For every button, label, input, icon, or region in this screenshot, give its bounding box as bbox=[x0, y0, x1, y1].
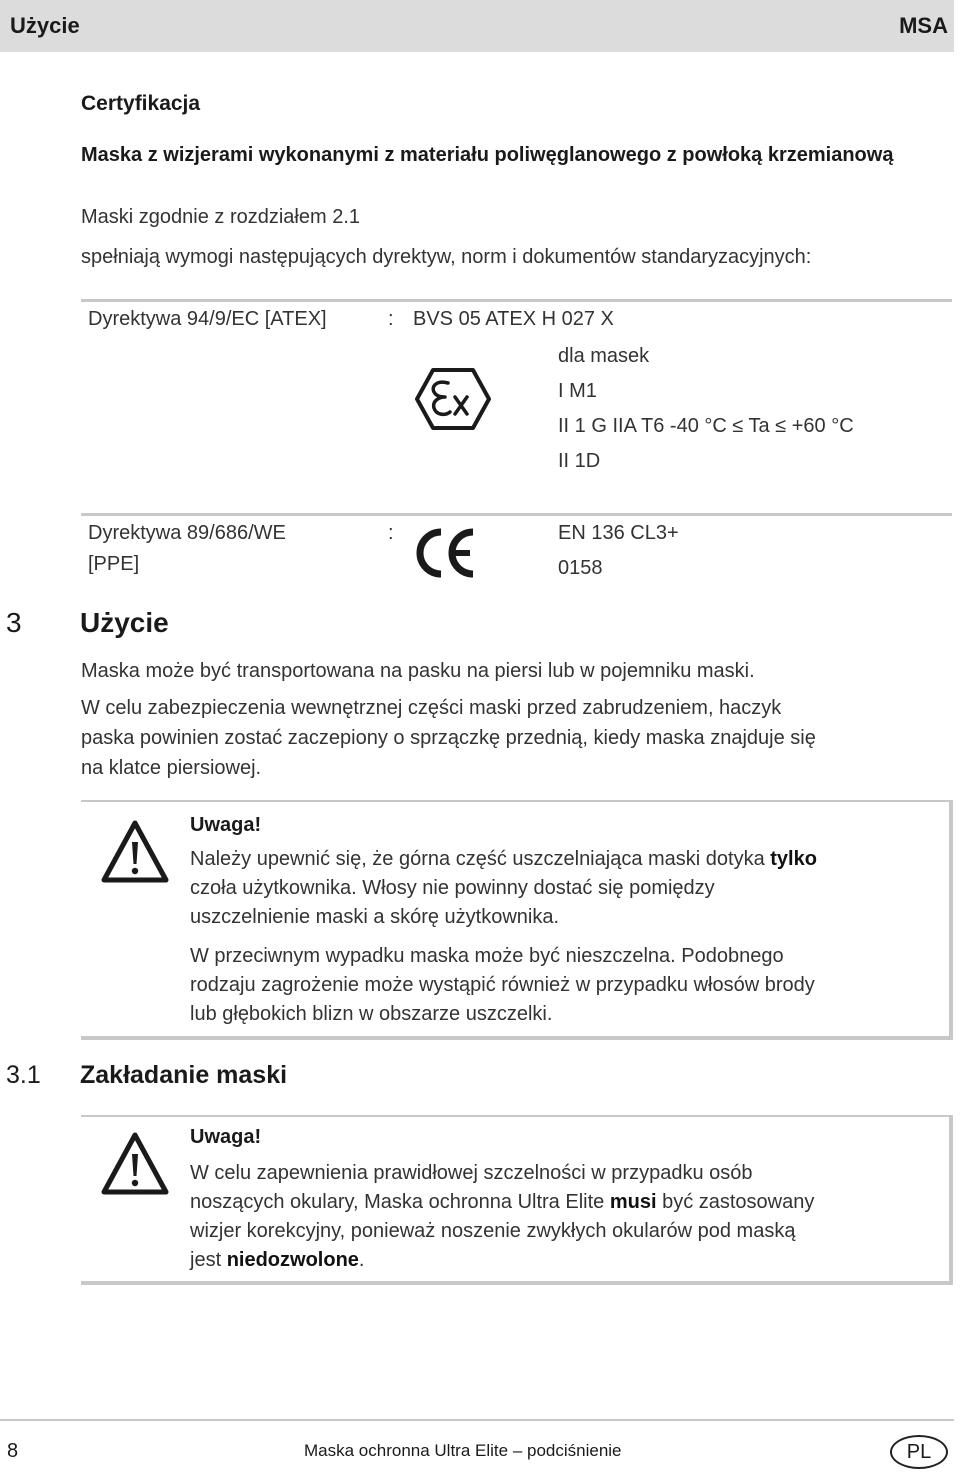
warning-emphasis: musi bbox=[609, 1191, 657, 1213]
divider bbox=[81, 513, 952, 516]
ppe-directive: Dyrektywa 89/686/WE bbox=[88, 522, 286, 544]
warning-text-line: noszących okulary, Maska ochronna Ultra Elite musi być zastosowany bbox=[190, 1191, 815, 1213]
warning-text-line: uszczelnienie maski a skórę użytkownika. bbox=[190, 906, 560, 928]
section-paragraph-line: paska powinien zostać zaczepiony o sprzączkę przednią, kiedy maska znajduje się bbox=[81, 727, 816, 749]
atex-detail: I M1 bbox=[558, 380, 597, 402]
warning-title: Uwaga! bbox=[190, 814, 262, 836]
divider bbox=[81, 299, 952, 302]
atex-certificate: BVS 05 ATEX H 027 X bbox=[413, 308, 614, 330]
warning-text-line: jest niedozwolone. bbox=[190, 1249, 365, 1271]
subsection-title: Zakładanie maski bbox=[80, 1061, 288, 1089]
warning-text-line: W celu zapewnienia prawidłowej szczelności w przypadku osób bbox=[190, 1162, 753, 1184]
warning-emphasis: tylko bbox=[770, 848, 817, 870]
section-paragraph-line: na klatce piersiowej. bbox=[81, 757, 262, 779]
warning-text-line: W przeciwnym wypadku maska może być nieszczelna. Podobnego bbox=[190, 945, 784, 967]
warning-triangle-icon bbox=[100, 1130, 170, 1198]
certification-line2: spełniają wymogi następujących dyrektyw, norm i dokumentów standaryzacyjnych: bbox=[81, 246, 812, 268]
ppe-colon: : bbox=[388, 522, 394, 544]
ce-mark-icon bbox=[413, 527, 479, 579]
section-paragraph: Maska może być transportowana na pasku na piersi lub w pojemniku maski. bbox=[81, 660, 755, 682]
atex-detail: II 1D bbox=[558, 450, 601, 472]
section-number: 3 bbox=[6, 607, 22, 638]
atex-detail: II 1 G IIA T6 -40 °C ≤ Ta ≤ +60 °C bbox=[558, 415, 854, 437]
warning-text-line: czoła użytkownika. Włosy nie powinny dostać się pomiędzy bbox=[190, 877, 715, 899]
warning-text-line: rodzaju zagrożenie może wystąpić również w przypadku włosów brody bbox=[190, 974, 815, 996]
atex-colon: : bbox=[388, 308, 394, 330]
warning-triangle-icon bbox=[100, 818, 170, 886]
ex-mark-icon bbox=[415, 366, 491, 432]
header-brand: MSA bbox=[899, 13, 948, 38]
ppe-directive-code: [PPE] bbox=[88, 553, 140, 575]
header-section-title: Użycie bbox=[10, 13, 80, 38]
page-header bbox=[0, 0, 954, 52]
atex-detail: dla masek bbox=[558, 345, 650, 367]
certification-title: Certyfikacja bbox=[81, 92, 201, 115]
ppe-notified-body: 0158 bbox=[558, 557, 603, 579]
footer-title: Maska ochronna Ultra Elite – podciśnienie bbox=[304, 1441, 622, 1460]
warning-emphasis: niedozwolone bbox=[226, 1249, 359, 1271]
warning-text-line: lub głębokich blizn w obszarze uszczelki. bbox=[190, 1003, 553, 1025]
section-paragraph-line: W celu zabezpieczenia wewnętrznej części maski przed zabrudzeniem, haczyk bbox=[81, 697, 782, 719]
page-number: 8 bbox=[7, 1440, 19, 1462]
atex-directive: Dyrektywa 94/9/EC [ATEX] bbox=[88, 308, 327, 330]
certification-subtitle: Maska z wizjerami wykonanymi z materiału poliwęglanowego z powłoką krzemianową bbox=[81, 144, 894, 166]
ppe-standard: EN 136 CL3+ bbox=[558, 522, 679, 544]
warning-text-line: Należy upewnić się, że górna część uszczelniająca maski dotyka tylko bbox=[190, 848, 817, 870]
subsection-number: 3.1 bbox=[6, 1061, 41, 1089]
footer-divider bbox=[0, 1419, 954, 1421]
language-badge: PL bbox=[890, 1435, 948, 1469]
warning-title: Uwaga! bbox=[190, 1126, 262, 1148]
warning-text-line: wizjer korekcyjny, ponieważ noszenie zwykłych okularów pod maską bbox=[190, 1220, 796, 1242]
section-title: Użycie bbox=[80, 607, 169, 638]
certification-line1: Maski zgodnie z rozdziałem 2.1 bbox=[81, 206, 361, 228]
